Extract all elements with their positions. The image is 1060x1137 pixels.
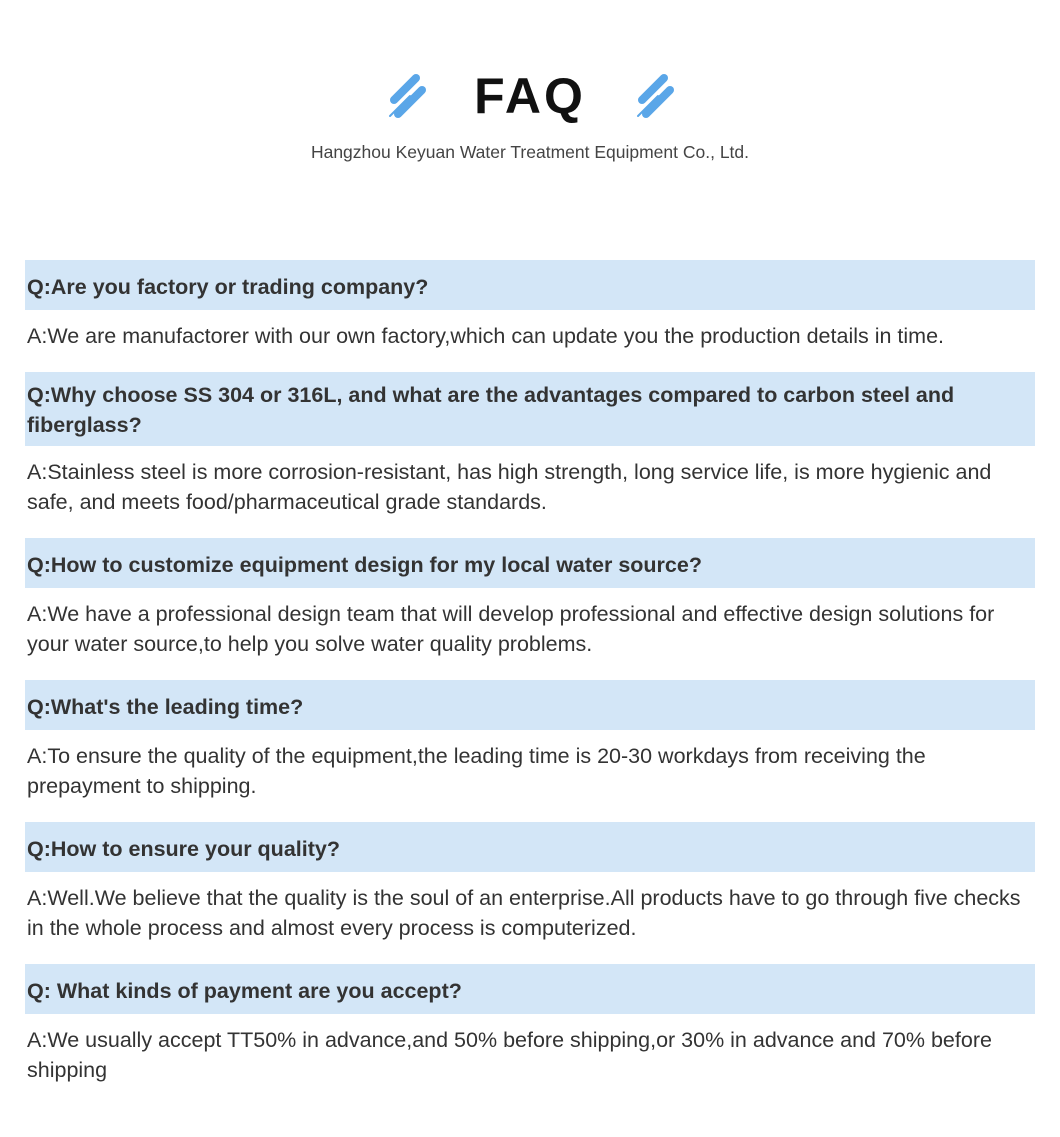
faq-answer: A:We have a professional design team that will develop professional and effective design solutions for your water source,to help you solve water quality problems. xyxy=(27,602,995,656)
faq-question: Q:How to ensure your quality? xyxy=(25,822,1035,872)
faq-question: Q:Why choose SS 304 or 316L, and what are the advantages compared to carbon steel and fiberglass? xyxy=(25,372,1035,446)
decorative-stripes-icon xyxy=(384,70,428,122)
faq-answer: A:Stainless steel is more corrosion-resistant, has high strength, long service life, is more hygienic and safe, and meets food/pharmaceutical grade standards. xyxy=(27,460,992,514)
decorative-stripes-icon xyxy=(632,70,676,122)
faq-answer: A:To ensure the quality of the equipment,the leading time is 20-30 workdays from receiving the prepayment to shipping. xyxy=(27,744,926,798)
faq-answer: A:We usually accept TT50% in advance,and 50% before shipping,or 30% in advance and 70% before shipping xyxy=(27,1028,992,1082)
faq-item xyxy=(25,260,1035,372)
faq-item xyxy=(25,680,1035,822)
faq-answer: A:We are manufactorer with our own factory,which can update you the production details in time. xyxy=(27,324,945,348)
faq-question: Q: What kinds of payment are you accept? xyxy=(25,964,1035,1014)
faq-question: Q:Are you factory or trading company? xyxy=(25,260,1035,310)
faq-question: Q:How to customize equipment design for my local water source? xyxy=(25,538,1035,588)
faq-list xyxy=(25,260,1035,1106)
faq-item xyxy=(25,538,1035,680)
faq-answer: A:Well.We believe that the quality is the soul of an enterprise.All products have to go through five checks in the whole process and almost every process is computerized. xyxy=(27,886,1021,940)
faq-item xyxy=(25,372,1035,538)
page-title: FAQ xyxy=(474,68,586,124)
faq-question: Q:What's the leading time? xyxy=(25,680,1035,730)
faq-item xyxy=(25,822,1035,964)
faq-item xyxy=(25,964,1035,1106)
faq-header xyxy=(0,0,1060,260)
company-name: Hangzhou Keyuan Water Treatment Equipment Co., Ltd. xyxy=(310,142,750,162)
